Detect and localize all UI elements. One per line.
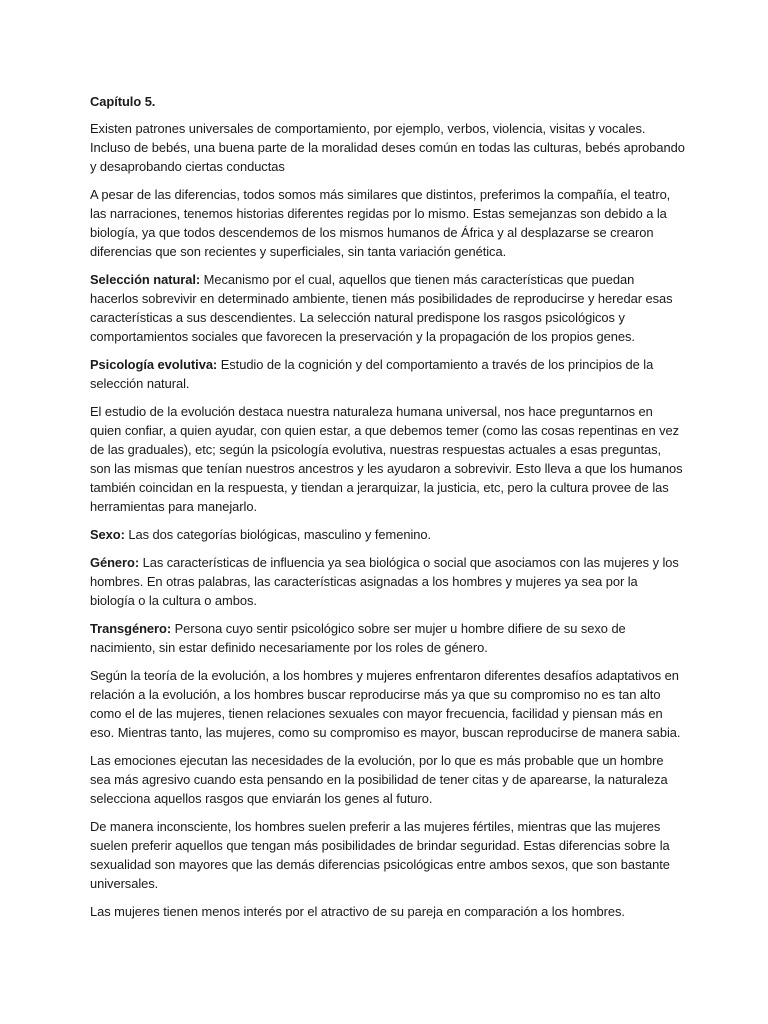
paragraph-text: Persona cuyo sentir psicológico sobre ser mujer u hombre difiere de su sexo de nacimiento, sin estar definido necesariamente por los roles de género. [90, 621, 626, 655]
paragraph-text: Las dos categorías biológicas, masculino y femenino. [124, 527, 432, 542]
paragraph-gender [90, 553, 685, 610]
term-label: Psicología evolutiva: [90, 357, 218, 372]
paragraph-text: El estudio de la evolución destaca nuestra naturaleza humana universal, nos hace preguntarnos en quien confiar, a quien ayudar, con quien estar, a que debemos temer (como las cosas repentinas en vez de las graduales), etc; según la psicología evolutiva, nuestras respuestas actuales a esas preguntas, son las mismas que tenían nuestros ancestros y les ayudaron a sobrevivir. Esto lleva a que los humanos también coincidan en la respuesta, y tiendan a jerarquizar, la justicia, etc, pero la cultura provee de las herramientas para manejarlo. [90, 404, 683, 514]
paragraph-text: Existen patrones universales de comportamiento, por ejemplo, verbos, violencia, visitas y vocales. Incluso de bebés, una buena parte de la moralidad deses común en todas las culturas, bebés aprobando y desaprobando ciertas conductas [90, 121, 685, 174]
term-label: Sexo: [90, 527, 125, 542]
paragraph-text: Mecanismo por el cual, aquellos que tienen más características que puedan hacerlos sobrevivir en determinado ambiente, tienen más posibilidades de reproducirse y heredar esas características a sus descendientes. La selección natural predispone los rasgos psicológicos y comportamientos sociales que favorecen la preservación y la propagación de los propios genes. [90, 272, 673, 344]
paragraph-universal-patterns [90, 119, 685, 176]
paragraph-attractiveness [90, 902, 685, 921]
document-page [90, 92, 685, 930]
paragraph-text: Las mujeres tienen menos interés por el atractivo de su pareja en comparación a los hombres. [90, 904, 625, 919]
paragraph-text: Según la teoría de la evolución, a los hombres y mujeres enfrentaron diferentes desafíos adaptativos en relación a la evolución, a los hombres buscar reproducirse más ya que su compromiso no es tan alto como el de las mujeres, tienen relaciones sexuales con mayor frecuencia, facilidad y piensan más en eso. Mientras tanto, las mujeres, como su compromiso es mayor, buscan reproducirse de manera sabia. [90, 668, 681, 740]
term-label: Género: [90, 555, 140, 570]
paragraph-text: Estudio de la cognición y del comportamiento a través de los principios de la selección natural. [90, 357, 654, 391]
paragraph-evolution-study [90, 402, 685, 516]
paragraph-text: Las características de influencia ya sea biológica o social que asociamos con las mujeres y los hombres. En otras palabras, las características asignadas a los hombres y mujeres ya sea por la biología o la cultura o ambos. [90, 555, 679, 608]
paragraph-text: De manera inconsciente, los hombres suelen preferir a las mujeres fértiles, mientras que las mujeres suelen preferir aquellos que tengan más posibilidades de brindar seguridad. Estas diferencias sobre la sexualidad son mayores que las demás diferencias psicológicas entre ambos sexos, que son bastante universales. [90, 819, 670, 891]
paragraph-sex [90, 525, 685, 544]
paragraph-differences [90, 185, 685, 261]
paragraph-preferences [90, 817, 685, 893]
paragraph-evolution-theory [90, 666, 685, 742]
paragraph-emotions [90, 751, 685, 808]
paragraph-evolutionary-psychology [90, 355, 685, 393]
term-label: Transgénero: [90, 621, 172, 636]
paragraph-natural-selection [90, 270, 685, 346]
paragraph-text: Las emociones ejecutan las necesidades de la evolución, por lo que es más probable que un hombre sea más agresivo cuando esta pensando en la posibilidad de tener citas y de aparearse, la naturaleza selecciona aquellos rasgos que enviarán los genes al futuro. [90, 753, 668, 806]
term-label: Selección natural: [90, 272, 201, 287]
paragraph-transgender [90, 619, 685, 657]
chapter-heading: Capítulo 5. [90, 94, 156, 109]
paragraph-text: A pesar de las diferencias, todos somos más similares que distintos, preferimos la compañía, el teatro, las narraciones, tenemos historias diferentes regidas por lo mismo. Estas semejanzas son debido a la biología, ya que todos descendemos de los mismos humanos de África y al desplazarse se crearon diferencias que son recientes y superficiales, sin tanta variación genética. [90, 187, 671, 259]
